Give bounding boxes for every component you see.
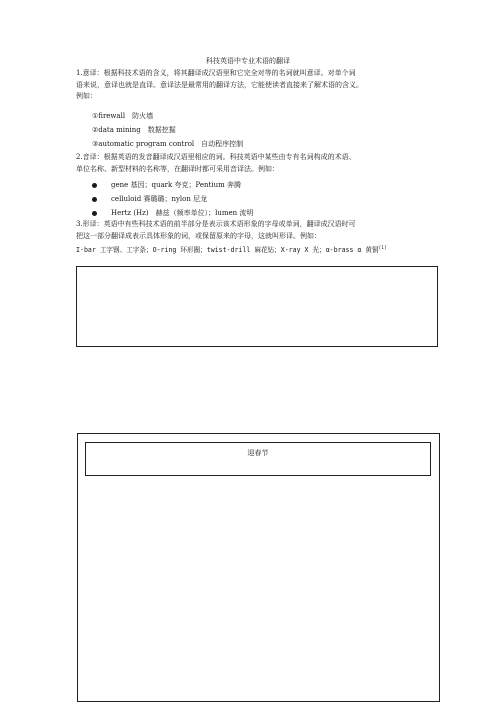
- bullet-text: celluloid 赛璐璐；nylon 尼龙: [111, 195, 208, 203]
- example-item: ②data mining 数据挖掘: [92, 126, 176, 134]
- section-2-line: 2.音译：根据英语的发音翻译成汉语里相应的词。科技英语中某些由专有名词构成的术语、: [76, 153, 356, 161]
- empty-text-box: [76, 266, 438, 347]
- bullet-text: Hertz (Hz) 赫兹（频率单位）；lumen 流明: [111, 209, 254, 217]
- bullet-item: [92, 180, 241, 190]
- example-item: ③automatic program control 自动程序控制: [92, 140, 244, 148]
- section-3-text: [76, 219, 436, 242]
- section-3-line: 3.形译：英语中有些科技术语的前半部分是表示该术语形象的字母或单词，翻译成汉语时可: [76, 220, 356, 228]
- section-1-line: 1.意译：根据科技术语的含义，将其翻译成汉语里和它完全对等的名词就叫意译。对单个词: [76, 69, 356, 77]
- section-1-line: 语来说，意译也就是直译。意译法是最常用的翻译方法，它能使读者直接来了解术语的含义。: [76, 80, 363, 89]
- footnote-ref[interactable]: [1]: [378, 246, 387, 251]
- outer-frame-box: [77, 433, 440, 702]
- header-box: [85, 442, 431, 476]
- example-line: I-bar 工字钢、工字条；O-ring 环形圈；twist-drill 麻花钻；X-ray X 光；α-brass α 黄铜: [76, 246, 379, 254]
- bullet-icon: [92, 183, 97, 188]
- document-title: 科技英语中专业术语的翻译: [206, 57, 290, 65]
- bullet-item: [92, 208, 253, 218]
- bullet-item: [92, 194, 207, 204]
- example-item: ①firewall 防火墙: [92, 112, 154, 120]
- section-2-text: [76, 152, 436, 175]
- section-2-line: 单位名称、新型材料的名称等，在翻译时都可采用音译法。例如：: [76, 164, 279, 173]
- section-1-text: [76, 68, 436, 103]
- header-box-label: 迎春节: [247, 449, 269, 457]
- section-1-line: 例如：: [76, 92, 97, 100]
- bullet-icon: [92, 211, 97, 216]
- section-3-line: 把这一部分翻译成表示具体形象的词，或保留原来的字母，这就叫形译。例如：: [76, 231, 321, 240]
- bullet-text: gene 基因；quark 夸克；Pentium 奔腾: [111, 181, 241, 189]
- bullet-icon: [92, 197, 97, 202]
- shape-translation-examples: [76, 244, 387, 255]
